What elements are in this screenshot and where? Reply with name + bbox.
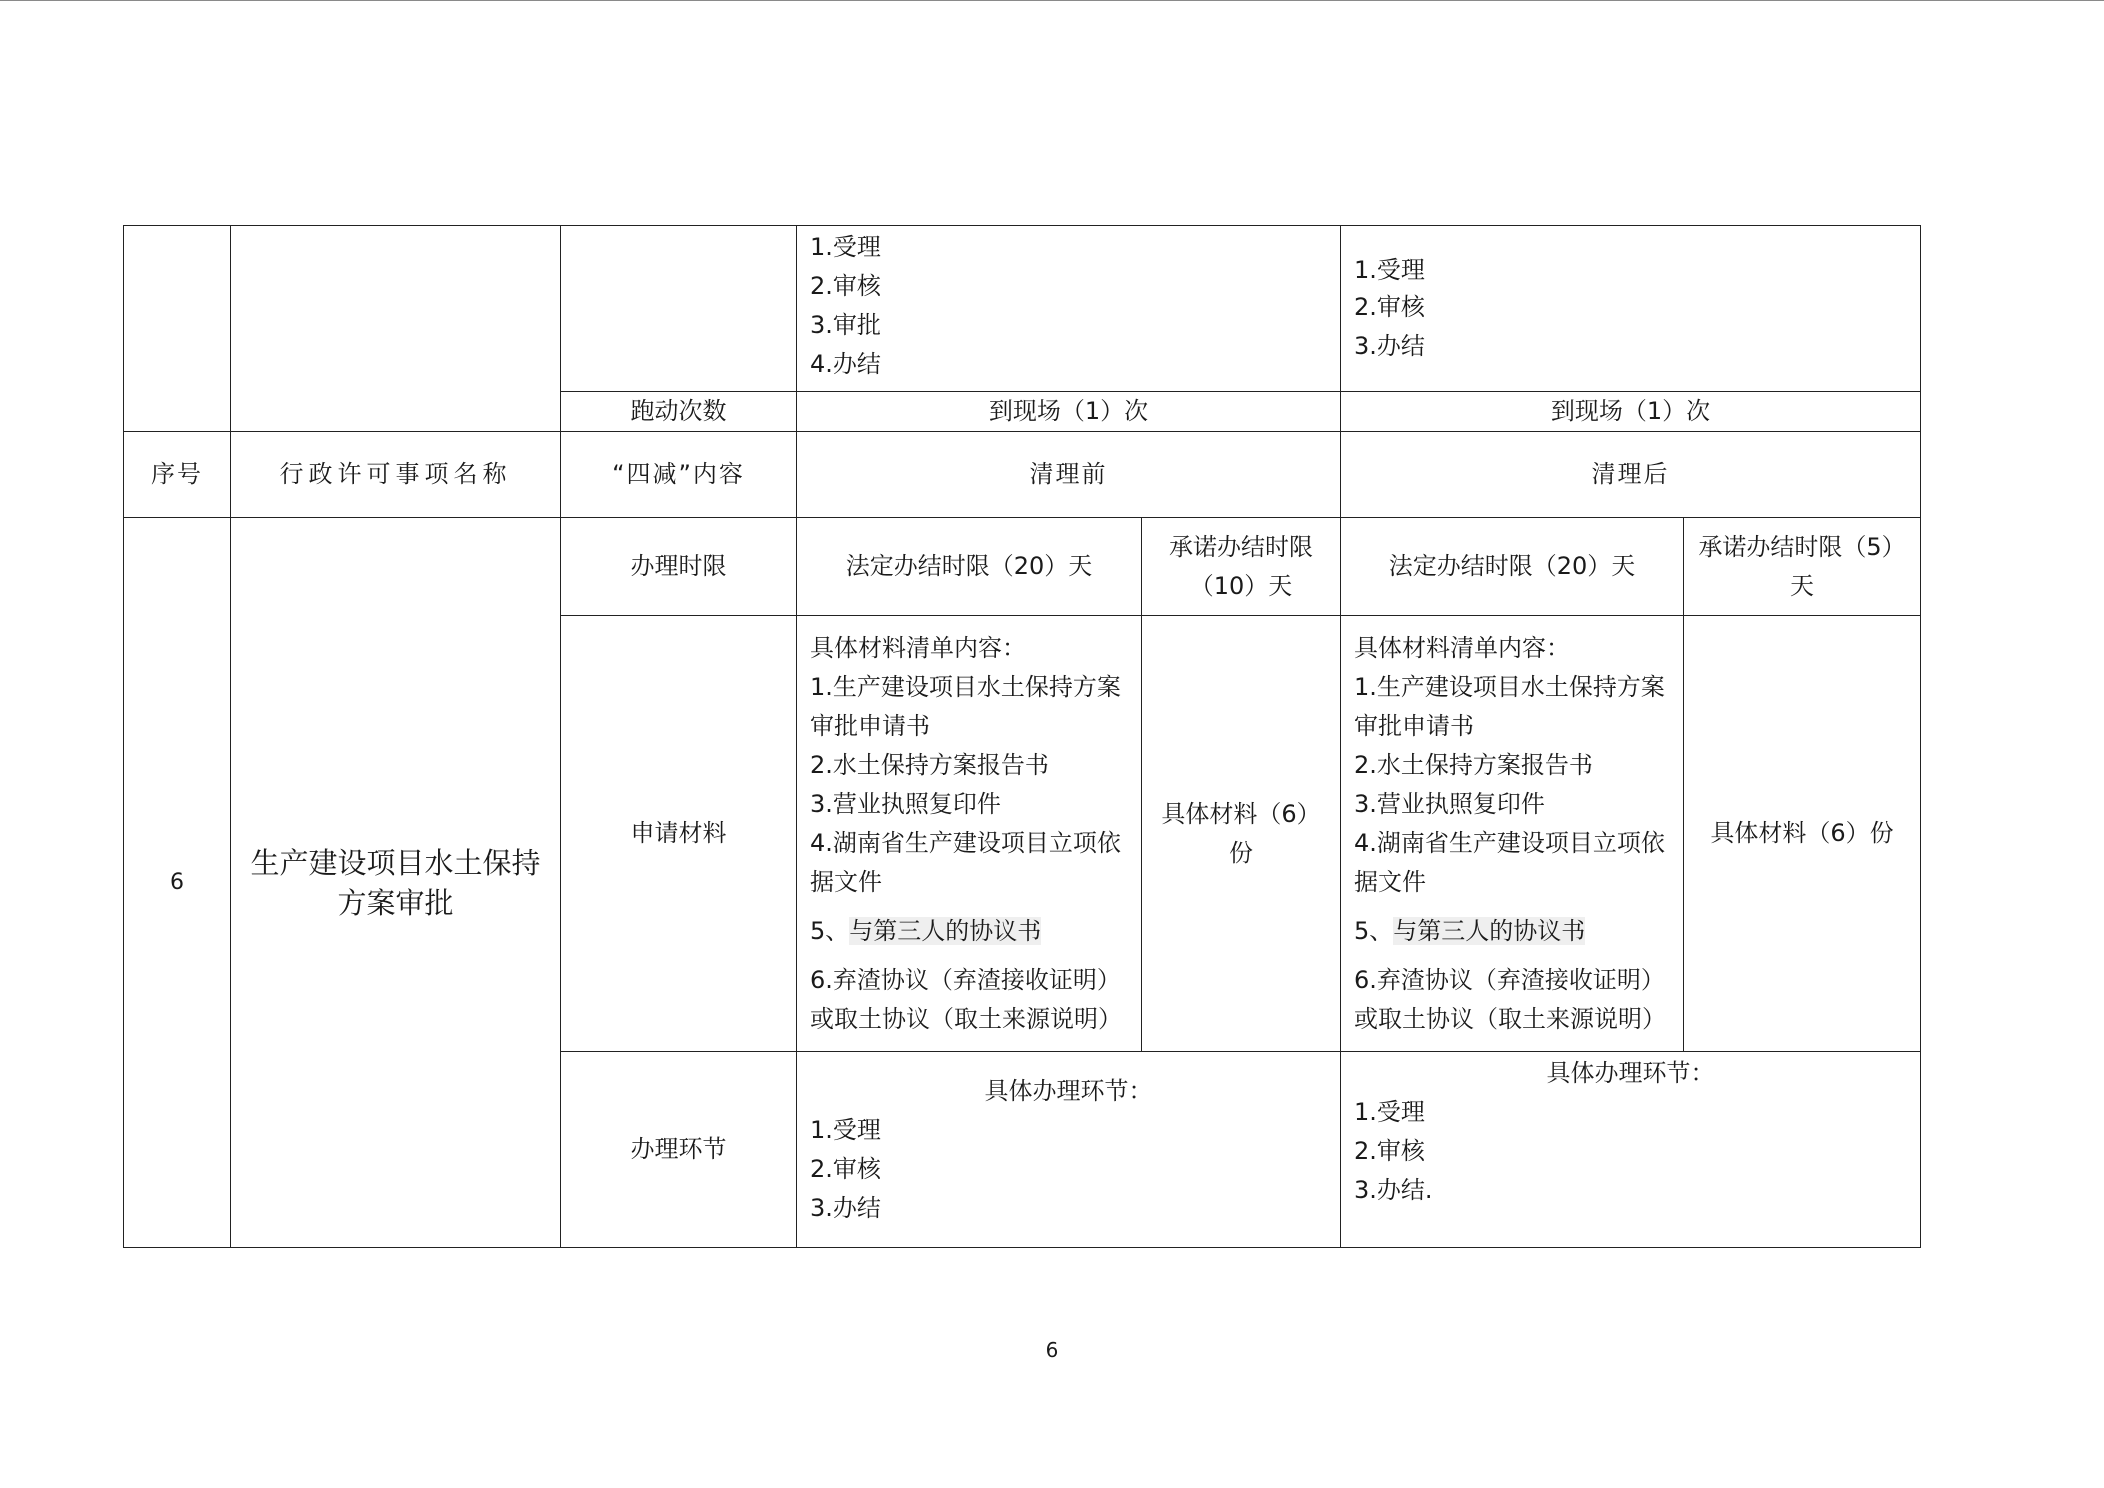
steps-intro: 具体办理环节： <box>1546 1059 1715 1087</box>
list-item: 1.受理 <box>810 233 881 261</box>
list-item: 2.水土保持方案报告书 <box>1354 750 1593 779</box>
list-item: 6.弃渣协议（弃渣接收证明）或取土协议（取土来源说明） <box>1354 965 1666 1033</box>
carryover-seq-cell <box>124 226 231 432</box>
list-item <box>1354 912 1670 951</box>
item-name: 生产建设项目水土保持方案审批 <box>231 518 561 1248</box>
item-seq: 6 <box>124 518 231 1248</box>
after-promise-limit: 承诺办结时限（5）天 <box>1684 518 1921 616</box>
list-item: 1.受理 <box>810 1115 881 1144</box>
before-materials-count: 具体材料（6）份 <box>1142 616 1341 1052</box>
trips-label: 跑动次数 <box>561 392 797 432</box>
permit-reduction-table <box>123 225 1921 1248</box>
list-item <box>810 912 1128 951</box>
header-seq: 序号 <box>124 432 231 518</box>
before-steps-cell <box>797 1052 1341 1248</box>
item5-highlight: 与第三人的协议书 <box>1393 916 1586 945</box>
after-steps-cell <box>1341 1052 1921 1248</box>
list-item: 4.办结 <box>810 350 881 378</box>
after-materials-list <box>1341 616 1684 1052</box>
list-item: 1.生产建设项目水土保持方案审批申请书 <box>1354 672 1665 740</box>
page-number: 6 <box>1045 1338 1059 1362</box>
steps-intro: 具体办理环节： <box>984 1076 1153 1105</box>
before-materials-list <box>797 616 1142 1052</box>
carryover-after-steps <box>1341 226 1921 392</box>
header-before: 清理前 <box>797 432 1341 518</box>
list-item: 3.办结 <box>1354 331 1425 360</box>
list-item: 3.审批 <box>810 311 881 339</box>
steps-label: 办理环节 <box>561 1052 797 1248</box>
header-name: 行政许可事项名称 <box>231 432 561 518</box>
carryover-name-cell <box>231 226 561 432</box>
list-item: 6.弃渣协议（弃渣接收证明）或取土协议（取土来源说明） <box>810 965 1122 1033</box>
list-item: 3.营业执照复印件 <box>810 789 1001 818</box>
list-item: 3.营业执照复印件 <box>1354 789 1545 818</box>
list-item: 3.办结 <box>810 1193 881 1222</box>
list-item: 1.生产建设项目水土保持方案审批申请书 <box>810 672 1121 740</box>
item5-highlight: 与第三人的协议书 <box>849 916 1042 945</box>
list-item: 4.湖南省生产建设项目立项依据文件 <box>1354 828 1665 896</box>
after-legal-limit: 法定办结时限（20）天 <box>1341 518 1684 616</box>
list-item: 2.水土保持方案报告书 <box>810 750 1049 779</box>
before-trips: 到现场（1）次 <box>797 392 1341 432</box>
after-trips: 到现场（1）次 <box>1341 392 1921 432</box>
list-item: 2.审核 <box>1354 1137 1425 1165</box>
time-limit-row <box>124 518 1921 616</box>
list-item: 2.审核 <box>810 1154 881 1183</box>
materials-intro: 具体材料清单内容： <box>810 633 1026 662</box>
materials-intro: 具体材料清单内容： <box>1354 633 1570 662</box>
time-limit-label: 办理时限 <box>561 518 797 616</box>
before-promise-limit: 承诺办结时限（10）天 <box>1142 518 1341 616</box>
carryover-label-cell <box>561 226 797 392</box>
materials-label: 申请材料 <box>561 616 797 1052</box>
list-item: 2.审核 <box>810 272 881 300</box>
list-item: 2.审核 <box>1354 292 1425 321</box>
list-item: 1.受理 <box>1354 1098 1425 1126</box>
header-content: “四减”内容 <box>561 432 797 518</box>
carryover-steps-row <box>124 226 1921 392</box>
table-header-row <box>124 432 1921 518</box>
carryover-before-steps <box>797 226 1341 392</box>
item5-prefix: 5、 <box>810 916 850 945</box>
list-item: 3.办结. <box>1354 1176 1433 1204</box>
list-item: 1.受理 <box>1354 255 1425 284</box>
list-item: 4.湖南省生产建设项目立项依据文件 <box>810 828 1121 896</box>
header-after: 清理后 <box>1341 432 1921 518</box>
after-materials-count: 具体材料（6）份 <box>1684 616 1921 1052</box>
before-legal-limit: 法定办结时限（20）天 <box>797 518 1142 616</box>
page-top-rule <box>0 0 2104 1</box>
item5-prefix: 5、 <box>1354 916 1394 945</box>
